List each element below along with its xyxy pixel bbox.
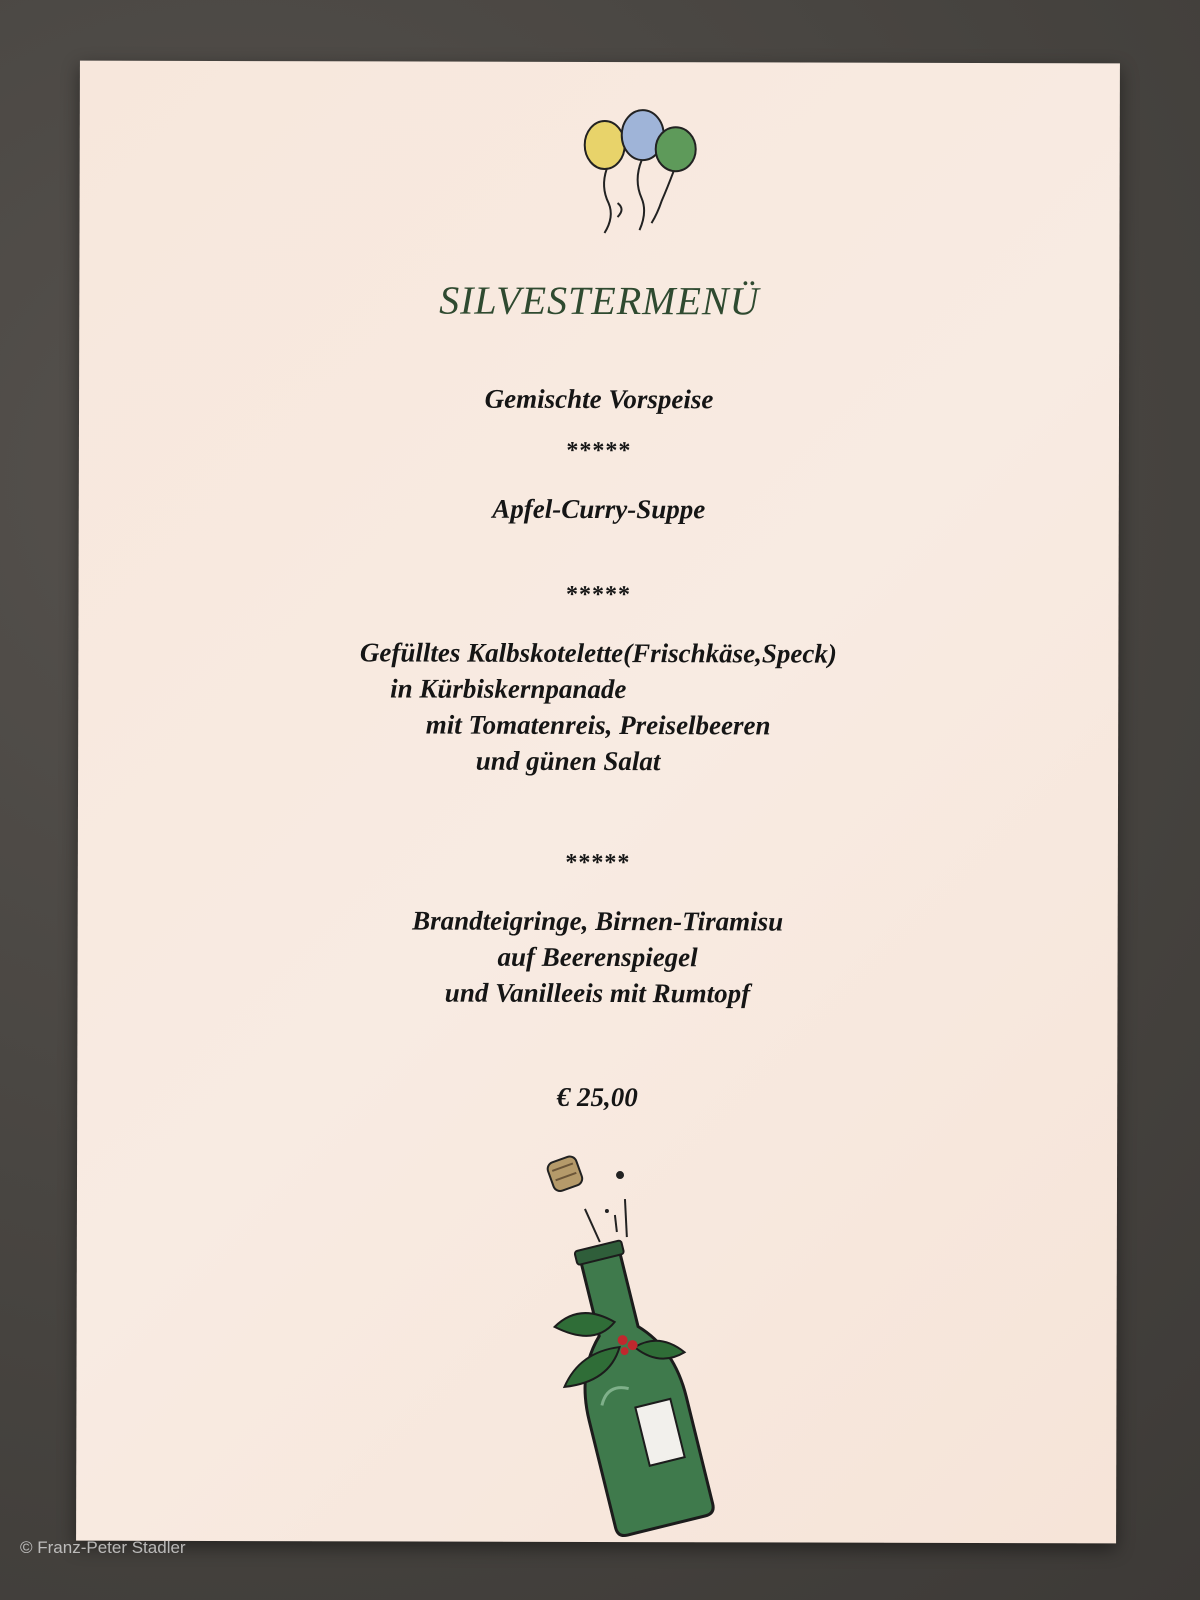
separator-1: ***** [566,437,632,465]
separator-3: ***** [565,849,631,877]
course-main-line-4: und günen Salat [475,745,661,777]
separator-2: ***** [566,581,632,609]
course-main-line-3: mit Tomatenreis, Preiselbeeren [425,709,771,741]
menu-price: € 25,00 [556,1081,638,1113]
menu-sheet [76,61,1120,1544]
balloons-icon [569,107,709,237]
course-main-line-2: in Kürbiskernpanade [390,673,627,705]
copyright-notice: © Franz-Peter Stadler [20,1538,186,1557]
course-dessert-line-3: und Vanilleeis mit Rumtopf [444,977,751,1009]
course-dessert-line-1: Brandteigringe, Birnen-Tiramisu [412,905,784,937]
course-starter: Gemischte Vorspeise [484,383,714,415]
course-main-line-1: Gefülltes Kalbskotelette(Frischkäse,Speck) [359,637,837,669]
menu-title: SILVESTERMENÜ [439,277,760,324]
champagne-bottle-icon [524,1137,725,1538]
course-dessert-line-2: auf Beerenspiegel [497,941,698,973]
course-soup: Apfel-Curry-Suppe [492,493,706,525]
